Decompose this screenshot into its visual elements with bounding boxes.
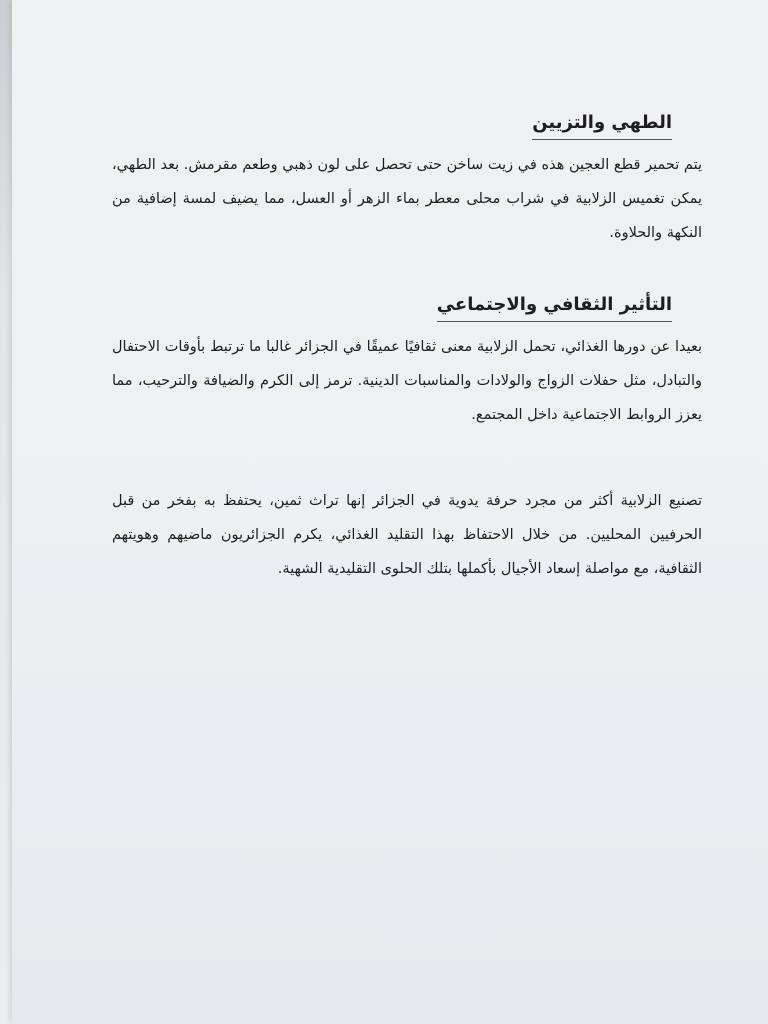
paragraph-culture: بعيدا عن دورها الغذائي، تحمل الزلابية معنى ثقافيًا عميقًا في الجزائر غالبا ما ترتبط بأوقات الاحتفال والتبادل، مثل حفلات الزواج والولادات والمناسبات الدينية. ترمز إلى الكرم والضيافة والترحيب، مما يعزز الروابط الاجتماعية داخل المجتمع. bbox=[112, 339, 702, 423]
paragraph-conclusion: تصنيع الزلابية أكثر من مجرد حرفة يدوية في الجزائر إنها تراث ثمين، يحتفظ به بفخر من قبل الحرفيين المحليين. من خلال الاحتفاظ بهذا التقليد الغذائي، يكرم الجزائريون ماضيهم وهويتهم الثقافية، مع مواصلة إسعاد الأجيال بأكملها بتلك الحلوى التقليدية الشهية. bbox=[112, 493, 702, 577]
section-heading-culture: التأثير الثقافي والاجتماعي bbox=[437, 290, 672, 322]
section-heading-cooking: الطهي والتزيين bbox=[532, 108, 672, 140]
section-cooking-decoration bbox=[112, 108, 702, 250]
section-cultural-social-impact bbox=[112, 290, 702, 432]
section-conclusion bbox=[112, 484, 702, 586]
paragraph-cooking: يتم تحمير قطع العجين هذه في زيت ساخن حتى تحصل على لون ذهبي وطعم مقرمش. بعد الطهي، يمكن تغميس الزلابية في شراب محلى معطر بماء الزهر أو العسل، مما يضيف لمسة إضافية من النكهة والحلاوة. bbox=[112, 157, 702, 241]
document-body bbox=[112, 100, 702, 586]
paper-sheet bbox=[12, 0, 768, 1024]
